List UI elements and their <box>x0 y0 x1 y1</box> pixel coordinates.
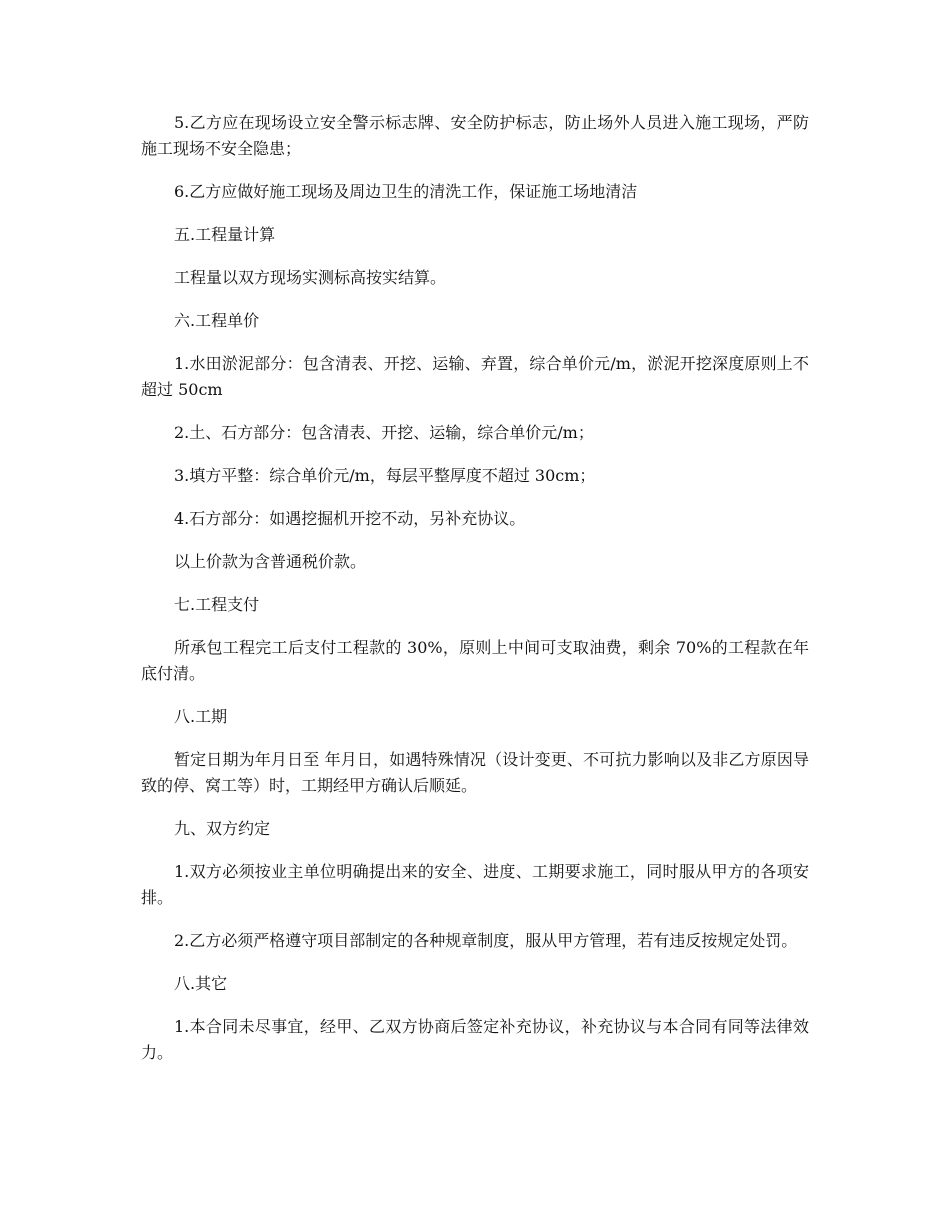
price-note: 以上价款为含普通税价款。 <box>174 552 367 571</box>
section-heading-other: 八.其它 <box>174 974 228 993</box>
section-heading-schedule: 八.工期 <box>174 707 228 726</box>
clause-5-safety-signs: 5.乙方应在现场设立安全警示标志牌、安全防护标志，防止场外人员进入施工现场，严防施工现场不安全隐患； <box>141 113 809 158</box>
price-item-4: 4.石方部分：如遇挖掘机开挖不动，另补充协议。 <box>174 509 526 528</box>
schedule-text: 暂定日期为年月日至 年月日，如遇特殊情况（设计变更、不可抗力影响以及非乙方原因导致的停、窝工等）时，工期经甲方确认后顺延。 <box>141 750 809 795</box>
price-item-1: 1.水田淤泥部分：包含清表、开挖、运输、弃置，综合单价元/m，淤泥开挖深度原则上不超过 50cm <box>141 354 809 399</box>
agreement-item-2: 2.乙方必须严格遵守项目部制定的各种规章制度，服从甲方管理，若有违反按规定处罚。 <box>174 931 798 950</box>
price-item-3: 3.填方平整：综合单价元/m，每层平整厚度不超过 30cm； <box>174 466 596 485</box>
quantity-text: 工程量以双方现场实测标高按实结算。 <box>174 268 447 287</box>
clause-6-site-cleaning: 6.乙方应做好施工现场及周边卫生的清洗工作，保证施工场地清洁 <box>174 182 638 201</box>
agreement-item-1: 1.双方必须按业主单位明确提出来的安全、进度、工期要求施工，同时服从甲方的各项安排。 <box>141 862 809 907</box>
payment-text: 所承包工程完工后支付工程款的 30%，原则上中间可支取油费，剩余 70%的工程款在年底付清。 <box>141 638 809 683</box>
other-item-1: 1.本合同未尽事宜，经甲、乙双方协商后签定补充协议，补充协议与本合同有同等法律效力。 <box>141 1017 809 1062</box>
price-item-2: 2.土、石方部分：包含清表、开挖、运输，综合单价元/m； <box>174 423 594 442</box>
section-heading-unit-price: 六.工程单价 <box>174 311 260 330</box>
section-heading-quantity: 五.工程量计算 <box>174 225 276 244</box>
section-heading-agreement: 九、双方约定 <box>174 819 271 838</box>
document-page <box>141 110 809 1083</box>
section-heading-payment: 七.工程支付 <box>174 595 260 614</box>
